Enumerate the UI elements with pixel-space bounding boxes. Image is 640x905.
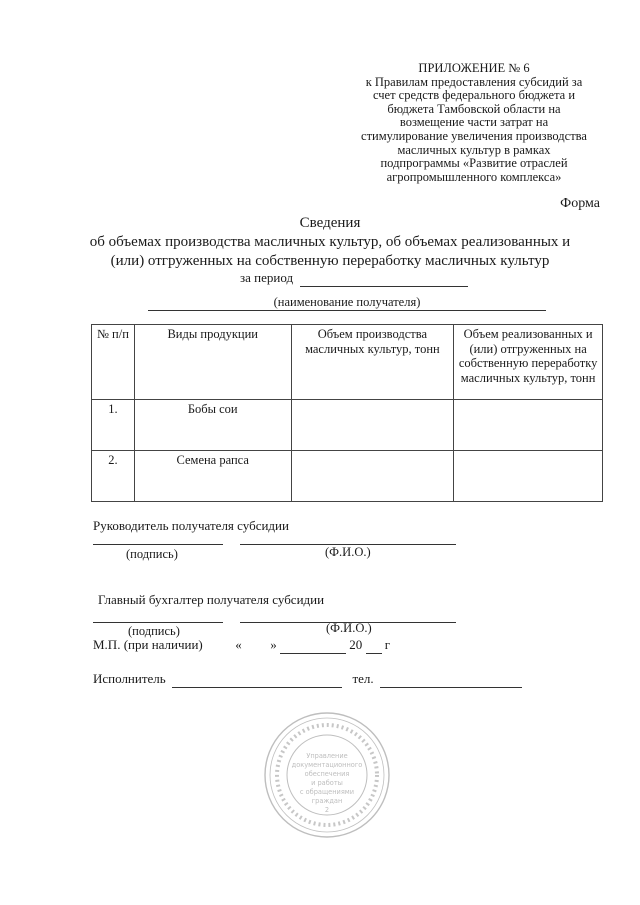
head-label: Руководитель получателя субсидии bbox=[93, 518, 289, 533]
executor-row bbox=[93, 671, 522, 688]
header-product: Виды продукции bbox=[134, 325, 291, 400]
row-product: Семена рапса bbox=[134, 451, 291, 502]
row-production-cell[interactable] bbox=[291, 400, 454, 451]
row-sold-cell[interactable] bbox=[454, 400, 603, 451]
header-sold: Объем реализованных и (или) отгруженных на собственную переработку масличных культур, тонн bbox=[454, 325, 603, 400]
phone-field[interactable] bbox=[380, 671, 522, 688]
appendix-line: стимулирование увеличения производства bbox=[361, 128, 587, 143]
period-row bbox=[240, 270, 468, 287]
title-line-1: Сведения bbox=[299, 215, 361, 231]
table-header-row bbox=[92, 325, 603, 400]
svg-text:документационного: документационного bbox=[291, 761, 363, 769]
svg-text:и работы: и работы bbox=[311, 779, 343, 787]
office-stamp bbox=[262, 710, 392, 840]
date-close-quote: » bbox=[270, 637, 277, 652]
period-field[interactable] bbox=[300, 270, 468, 287]
year-prefix: 20 bbox=[349, 637, 363, 652]
date-open-quote: « bbox=[235, 637, 242, 652]
accountant-signature-field[interactable] bbox=[93, 608, 223, 623]
svg-text:граждан: граждан bbox=[311, 797, 343, 805]
seal-label: М.П. (при наличии) bbox=[93, 637, 203, 652]
svg-text:2: 2 bbox=[324, 806, 330, 814]
appendix-line: подпрограммы «Развитие отраслей bbox=[380, 156, 568, 171]
seal-row bbox=[93, 637, 390, 654]
head-fio-field[interactable] bbox=[240, 534, 456, 545]
appendix-block bbox=[340, 62, 608, 184]
appendix-line: к Правилам предоставления субсидий за bbox=[365, 74, 583, 89]
row-production-cell[interactable] bbox=[291, 451, 454, 502]
row-num: 2. bbox=[92, 451, 135, 502]
accountant-label: Главный бухгалтер получателя субсидии bbox=[98, 592, 325, 607]
date-month-field[interactable] bbox=[280, 637, 346, 654]
appendix-line: возмещение части затрат на bbox=[399, 115, 549, 130]
row-product: Бобы сои bbox=[134, 400, 291, 451]
appendix-line: бюджета Тамбовской области на bbox=[387, 101, 561, 116]
fio-caption: (Ф.И.О.) bbox=[325, 545, 371, 559]
executor-label: Исполнитель bbox=[93, 671, 166, 686]
svg-text:Управление: Управление bbox=[306, 752, 348, 760]
appendix-line: масличных культур в рамках bbox=[397, 142, 551, 157]
date-day-field[interactable] bbox=[245, 637, 267, 654]
data-table bbox=[91, 324, 603, 502]
header-production: Объем производства масличных культур, тонн bbox=[291, 325, 454, 400]
stamp-icon bbox=[262, 710, 392, 840]
form-label: Форма bbox=[560, 196, 600, 211]
row-num: 1. bbox=[92, 400, 135, 451]
table-row bbox=[92, 451, 603, 502]
executor-field[interactable] bbox=[172, 671, 342, 688]
recipient-caption: (наименование получателя) bbox=[273, 295, 421, 309]
table-row bbox=[92, 400, 603, 451]
title-line-3: (или) отгруженных на собственную переработку масличных культур bbox=[110, 253, 550, 269]
header-num: № п/п bbox=[92, 325, 135, 400]
fio-caption: (Ф.И.О.) bbox=[326, 621, 372, 635]
date-year-field[interactable] bbox=[366, 637, 382, 654]
signature-caption: (подпись) bbox=[128, 624, 180, 638]
head-signature-field[interactable] bbox=[93, 534, 223, 545]
period-label: за период bbox=[240, 270, 294, 285]
year-suffix: г bbox=[384, 637, 391, 652]
signature-caption: (подпись) bbox=[126, 547, 178, 561]
appendix-line: счет средств федерального бюджета и bbox=[372, 88, 576, 103]
phone-label: тел. bbox=[352, 671, 374, 686]
svg-text:обеспечения: обеспечения bbox=[304, 770, 350, 778]
appendix-line: ПРИЛОЖЕНИЕ № 6 bbox=[418, 61, 530, 75]
svg-text:с обращениями: с обращениями bbox=[299, 788, 355, 796]
title-line-2: об объемах производства масличных культур, об объемах реализованных и bbox=[89, 234, 571, 250]
appendix-line: агропромышленного комплекса» bbox=[386, 169, 562, 184]
row-sold-cell[interactable] bbox=[454, 451, 603, 502]
